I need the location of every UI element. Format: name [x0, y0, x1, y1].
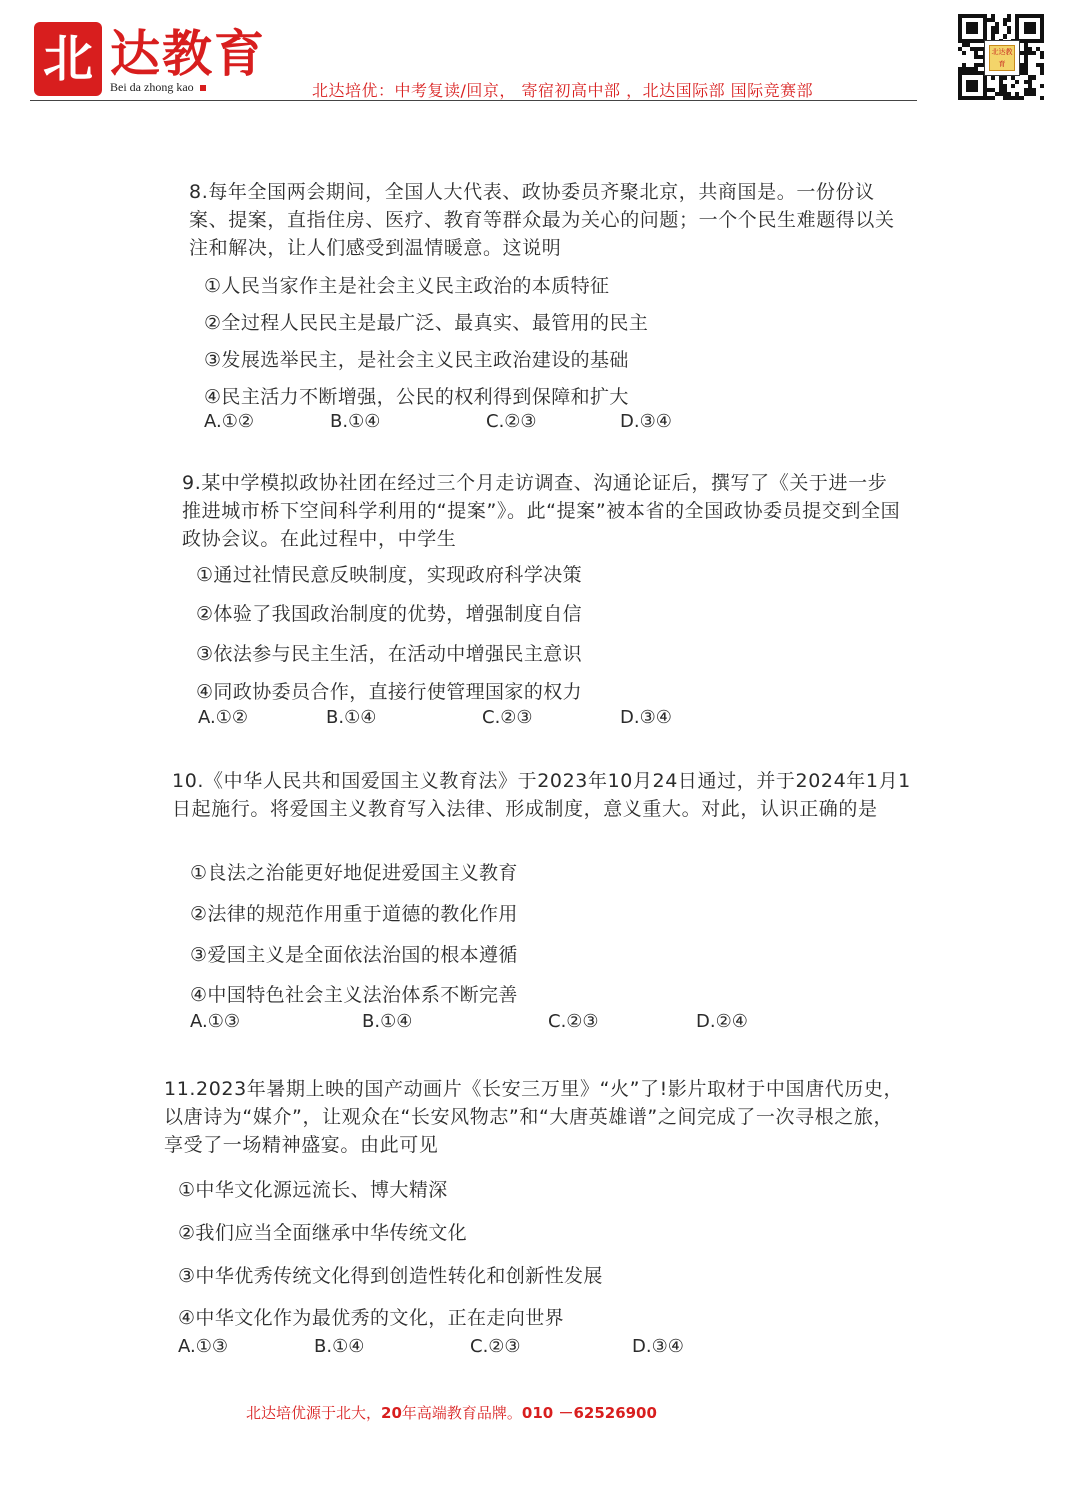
header-tagline: 北达培优：中考复读/回京， 寄宿初高中部 ，北达国际部 国际竞赛部 [312, 81, 814, 100]
option-1: ①通过社情民意反映制度，实现政府科学决策 [196, 564, 583, 586]
option-3: ③发展选举民主，是社会主义民主政治建设的基础 [204, 349, 629, 371]
choice-a: A.①③ [178, 1336, 228, 1357]
choice-a: A.①③ [190, 1011, 240, 1032]
question-9 [182, 469, 902, 553]
option-4: ④同政协委员合作，直接行使管理国家的权力 [196, 681, 583, 703]
question-8 [189, 178, 901, 262]
logo-glyph: 北 [34, 22, 102, 96]
option-1: ①中华文化源远流长、博大精深 [178, 1179, 448, 1201]
option-4: ④中国特色社会主义法治体系不断完善 [190, 984, 518, 1006]
choice-c: C.②③ [482, 707, 533, 728]
option-2: ②全过程人民民主是最广泛、最真实、最管用的民主 [204, 312, 649, 334]
choice-d: D.③④ [620, 411, 672, 432]
option-2: ②法律的规范作用重于道德的教化作用 [190, 903, 518, 925]
option-3: ③中华优秀传统文化得到创造性转化和创新性发展 [178, 1265, 603, 1287]
question-stem: 10.《中华人民共和国爱国主义教育法》于2023年10月24日通过，并于2024年1月1日起施行。将爱国主义教育写入法律、形成制度，意义重大。对此，认识正确的是 [172, 770, 911, 820]
choice-d: D.②④ [696, 1011, 748, 1032]
question-10 [172, 767, 912, 823]
footer-slogan: 北达培优源于北大，20年高端教育品牌。010 －62526900 [246, 1404, 657, 1422]
choice-b: B.①④ [314, 1336, 365, 1357]
choice-b: B.①④ [362, 1011, 413, 1032]
option-4: ④民主活力不断增强，公民的权利得到保障和扩大 [204, 386, 629, 408]
option-2: ②我们应当全面继承中华传统文化 [178, 1222, 468, 1244]
option-3: ③爱国主义是全面依法治国的根本遵循 [190, 944, 518, 966]
question-stem: 9.某中学模拟政协社团在经过三个月走访调查、沟通论证后，撰写了《关于进一步推进城市桥下空间科学利用的“提案”》。此“提案”被本省的全国政协委员提交到全国政协会议。在此过程中，中学生 [182, 472, 901, 550]
option-1: ①人民当家作主是社会主义民主政治的本质特征 [204, 275, 610, 297]
option-2: ②体验了我国政治制度的优势，增强制度自信 [196, 603, 583, 625]
option-3: ③依法参与民主生活，在活动中增强民主意识 [196, 643, 583, 665]
choice-b: B.①④ [326, 707, 377, 728]
header-divider [30, 100, 917, 101]
logo-name: 达教育 [110, 24, 266, 83]
option-4: ④中华文化作为最优秀的文化，正在走向世界 [178, 1307, 565, 1329]
choice-d: D.③④ [632, 1336, 684, 1357]
logo-pinyin: Bei da zhong kao [110, 80, 206, 95]
question-11 [164, 1075, 912, 1159]
choice-a: A.①② [198, 707, 248, 728]
question-stem: 8.每年全国两会期间，全国人大代表、政协委员齐聚北京，共商国是。一份份议案、提案，直指住房、医疗、教育等群众最为关心的问题；一个个民生难题得以关注和解决，让人们感受到温情暖意。这说明 [189, 181, 895, 259]
choice-c: C.②③ [486, 411, 537, 432]
option-1: ①良法之治能更好地促进爱国主义教育 [190, 862, 518, 884]
choice-b: B.①④ [330, 411, 381, 432]
question-stem: 11.2023年暑期上映的国产动画片《长安三万里》“火”了!影片取材于中国唐代历史，以唐诗为“媒介”，让观众在“长安风物志”和“大唐英雄谱”之间完成了一次寻根之旅，享受了一场精神盛宴。由此可见 [164, 1078, 904, 1156]
qr-center-logo: 北达教育 [984, 40, 1020, 76]
choice-a: A.①② [204, 411, 254, 432]
choice-d: D.③④ [620, 707, 672, 728]
choice-c: C.②③ [470, 1336, 521, 1357]
choice-c: C.②③ [548, 1011, 599, 1032]
